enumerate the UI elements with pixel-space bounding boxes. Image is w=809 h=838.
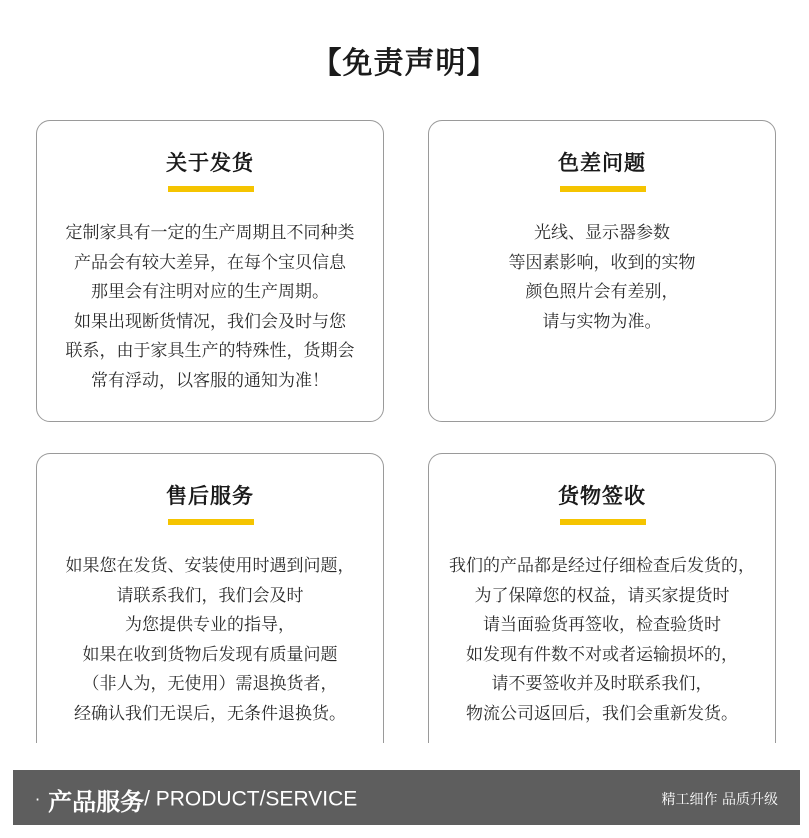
card-body <box>37 552 383 729</box>
accent-bar <box>168 186 254 192</box>
card-line: 请不要签收并及时联系我们， <box>491 674 713 694</box>
card-line: （非人为，无使用）需退换货者， <box>82 674 338 694</box>
card-after-sales <box>36 453 384 743</box>
card-line: 请与实物为准。 <box>542 311 662 332</box>
card-body <box>37 219 383 396</box>
card-title: 关于发货 <box>166 151 254 175</box>
card-title: 售后服务 <box>166 484 254 508</box>
card-line: 如发现有件数不对或者运输损坏的， <box>466 644 738 665</box>
card-line: 常有浮动，以客服的通知为准！ <box>91 370 329 391</box>
card-line: 定制家具有一定的生产周期且不同种类 <box>65 223 355 243</box>
card-color-difference <box>428 120 776 422</box>
card-line: 产品会有较大差异，在每个宝贝信息 <box>74 252 346 273</box>
accent-bar <box>560 519 646 525</box>
card-line: 如果出现断货情况，我们会及时与您 <box>74 311 346 332</box>
footer-title-cn: 产品服务 <box>48 788 145 816</box>
card-line: 请当面验货再签收，检查验货时 <box>483 615 721 635</box>
card-title: 货物签收 <box>558 484 646 508</box>
card-line: 物流公司返回后，我们会重新发货。 <box>466 703 738 724</box>
card-shipping <box>36 120 384 422</box>
card-goods-receipt <box>428 453 776 743</box>
card-line: 请联系我们，我们会及时 <box>116 585 304 606</box>
card-line: 联系，由于家具生产的特殊性，货期会 <box>65 341 355 361</box>
card-line: 我们的产品都是经过仔细检查后发货的， <box>449 556 755 576</box>
card-line: 光线、显示器参数 <box>534 223 670 243</box>
card-body <box>429 219 775 337</box>
card-line: 颜色照片会有差别， <box>525 282 679 302</box>
card-line: 如果在收到货物后发现有质量问题 <box>82 644 338 665</box>
card-line: 为您提供专业的指导， <box>125 615 295 635</box>
page-title: 【免责声明】 <box>311 46 498 81</box>
card-title: 色差问题 <box>558 151 646 175</box>
bullet-dot: · <box>35 790 41 809</box>
card-body <box>429 552 775 729</box>
card-line: 经确认我们无误后，无条件退换货。 <box>74 703 346 724</box>
footer-banner <box>13 770 800 825</box>
card-line: 等因素影响，收到的实物 <box>508 252 696 273</box>
footer-tagline: 精工细作 品质升级 <box>661 792 778 808</box>
footer-heading <box>35 782 357 817</box>
card-line: 那里会有注明对应的生产周期。 <box>91 282 329 302</box>
accent-bar <box>168 519 254 525</box>
accent-bar <box>560 186 646 192</box>
card-line: 为了保障您的权益，请买家提货时 <box>474 585 730 606</box>
card-line: 如果您在发货、安装使用时遇到问题， <box>65 556 355 576</box>
footer-title-en: / PRODUCT/SERVICE <box>144 787 358 811</box>
